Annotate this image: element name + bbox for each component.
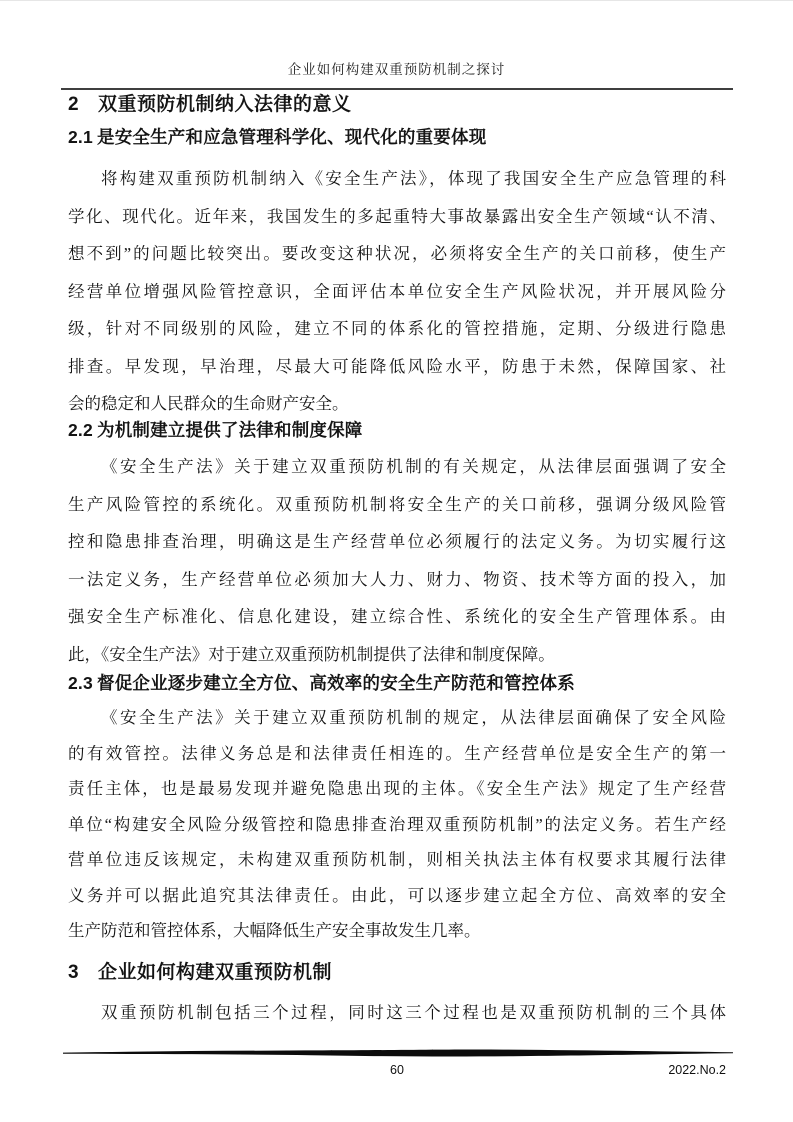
paragraph-line: 营单位违反该规定，未构建双重预防机制，则相关执法主体有权要求其履行法律 [68,850,726,869]
footer-bar-shape [63,1048,733,1058]
subsection-number: 2.1 [68,127,93,147]
subsection-heading-2-3 [68,669,726,697]
section-title: 企业如何构建双重预防机制 [98,962,333,983]
section-number: 3 [68,962,80,983]
subsection-title: 督促企业逐步建立全方位、高效率的安全生产防范和管控体系 [97,673,575,693]
paragraph [68,700,726,949]
paragraph-line: 将构建双重预防机制纳入《安全生产法》，体现了我国安全生产应急管理的科 [101,169,726,188]
paragraph-line: 级，针对不同级别的风险，建立不同的体系化的管控措施，定期、分级进行隐患 [68,319,726,338]
paragraph-line: 《安全生产法》关于建立双重预防机制的有关规定，从法律层面强调了安全 [101,457,726,476]
paragraph-line: 双重预防机制包括三个过程，同时这三个过程也是双重预防机制的三个具体 [101,1003,726,1022]
page-footer [68,1062,726,1080]
subsection-heading-2-1 [68,123,726,151]
footer-rule-bar [63,1048,733,1058]
paragraph [68,448,726,673]
paragraph-line: 此，《安全生产法》对于建立双重预防机制提供了法律和制度保障。 [68,644,555,664]
paragraph-line: 控和隐患排查治理，明确这是生产经营单位必须履行的法定义务。为切实履行这 [68,532,726,551]
subsection-title: 为机制建立提供了法律和制度保障 [97,420,363,440]
running-header-title: 企业如何构建双重预防机制之探讨 [287,62,506,77]
paragraph-line: 会的稳定和人民群众的生命财产安全。 [68,394,349,413]
paragraph-line: 生产防范和管控体系，大幅降低生产安全事故发生几率。 [68,921,481,940]
paragraph-line: 单位“构建安全风险分级管控和隐患排查治理双重预防机制”的法定义务。若生产经 [68,814,726,834]
section-title: 双重预防机制纳入法律的意义 [98,94,352,115]
paragraph-line: 强安全生产标准化、信息化建设，建立综合性、系统化的安全生产管理体系。由 [68,607,726,626]
section-heading-3 [68,958,726,988]
paragraph-line: 学化、现代化。近年来，我国发生的多起重特大事故暴露出安全生产领域“认不清、 [68,206,726,226]
paragraph-line: 《安全生产法》关于建立双重预防机制的规定，从法律层面确保了安全风险 [101,708,726,727]
subsection-number: 2.2 [68,420,93,440]
subsection-title: 是安全生产和应急管理科学化、现代化的重要体现 [97,127,487,147]
paragraph-line: 经营单位增强风险管控意识，全面评估本单位安全生产风险状况，并开展风险分 [68,281,726,301]
page-number: 60 [390,1063,404,1077]
paragraph-line: 生产风险管控的系统化。双重预防机制将安全生产的关口前移，强调分级风险管 [68,494,726,514]
paragraph-line: 一法定义务，生产经营单位必须加大人力、财力、物资、技术等方面的投入，加 [68,569,726,589]
paragraph-line: 排查。早发现，早治理，尽最大可能降低风险水平，防患于未然，保障国家、社 [68,356,726,376]
section-number: 2 [68,94,80,115]
section-heading-2 [68,90,726,120]
paragraph-line: 责任主体，也是最易发现并避免隐患出现的主体。《安全生产法》规定了生产经营 [68,779,726,798]
paragraph [68,160,726,423]
paragraph-line: 的有效管控。法律义务总是和法律责任相连的。生产经营单位是安全生产的第一 [68,743,726,763]
paragraph-line: 义务并可以据此追究其法律责任。由此，可以逐步建立起全方位、高效率的安全 [68,885,726,905]
page-content [68,1,726,1122]
paragraph [68,994,726,1032]
subsection-number: 2.3 [68,673,93,693]
issue-label: 2022.No.2 [668,1063,726,1077]
subsection-heading-2-2 [68,416,726,444]
paragraph-line: 想不到”的问题比较突出。要改变这种状况，必须将安全生产的关口前移，使生产 [68,244,726,263]
